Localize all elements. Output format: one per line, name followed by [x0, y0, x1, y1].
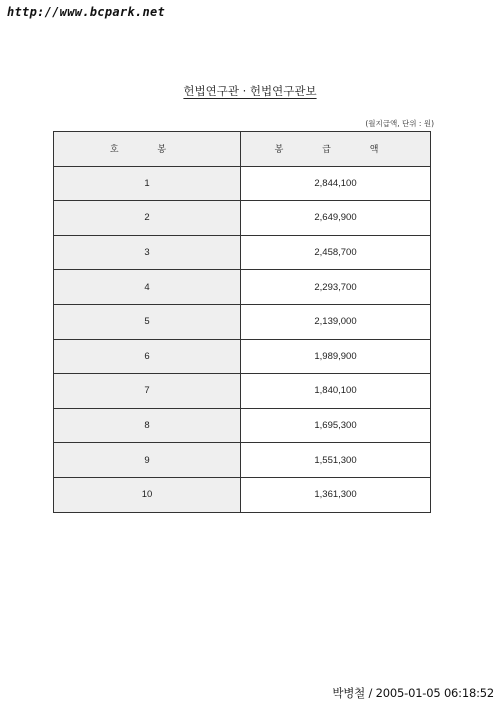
table-row [54, 166, 431, 201]
table-row [54, 270, 431, 305]
table-row [54, 235, 431, 270]
header-grade: 호 봉 [54, 132, 241, 167]
amount-cell: 2,139,000 [241, 304, 431, 339]
table-row [54, 201, 431, 236]
grade-cell: 10 [54, 477, 241, 512]
table-body [54, 166, 431, 512]
table-row [54, 339, 431, 374]
table-row [54, 374, 431, 409]
header-amount: 봉 급 액 [241, 132, 431, 167]
site-url: http://www.bcpark.net [7, 5, 166, 19]
grade-cell: 5 [54, 304, 241, 339]
grade-cell: 8 [54, 408, 241, 443]
table-row [54, 304, 431, 339]
grade-cell: 3 [54, 235, 241, 270]
amount-cell: 1,361,300 [241, 477, 431, 512]
footer-signature: 박병철 / 2005-01-05 06:18:52 [332, 686, 494, 700]
document-title [0, 83, 500, 99]
table-row [54, 477, 431, 512]
grade-cell: 6 [54, 339, 241, 374]
amount-cell: 1,989,900 [241, 339, 431, 374]
table-row [54, 443, 431, 478]
amount-cell: 2,844,100 [241, 166, 431, 201]
amount-cell: 2,649,900 [241, 201, 431, 236]
unit-note: (월지급액, 단위 : 원) [365, 119, 434, 128]
table-row [54, 408, 431, 443]
amount-cell: 1,695,300 [241, 408, 431, 443]
amount-cell: 1,551,300 [241, 443, 431, 478]
salary-table [53, 131, 431, 513]
amount-cell: 2,458,700 [241, 235, 431, 270]
amount-cell: 1,840,100 [241, 374, 431, 409]
table-header-row [54, 132, 431, 167]
grade-cell: 9 [54, 443, 241, 478]
grade-cell: 4 [54, 270, 241, 305]
document-title-text: 헌법연구관 · 헌법연구관보 [183, 84, 317, 98]
grade-cell: 7 [54, 374, 241, 409]
amount-cell: 2,293,700 [241, 270, 431, 305]
grade-cell: 2 [54, 201, 241, 236]
grade-cell: 1 [54, 166, 241, 201]
